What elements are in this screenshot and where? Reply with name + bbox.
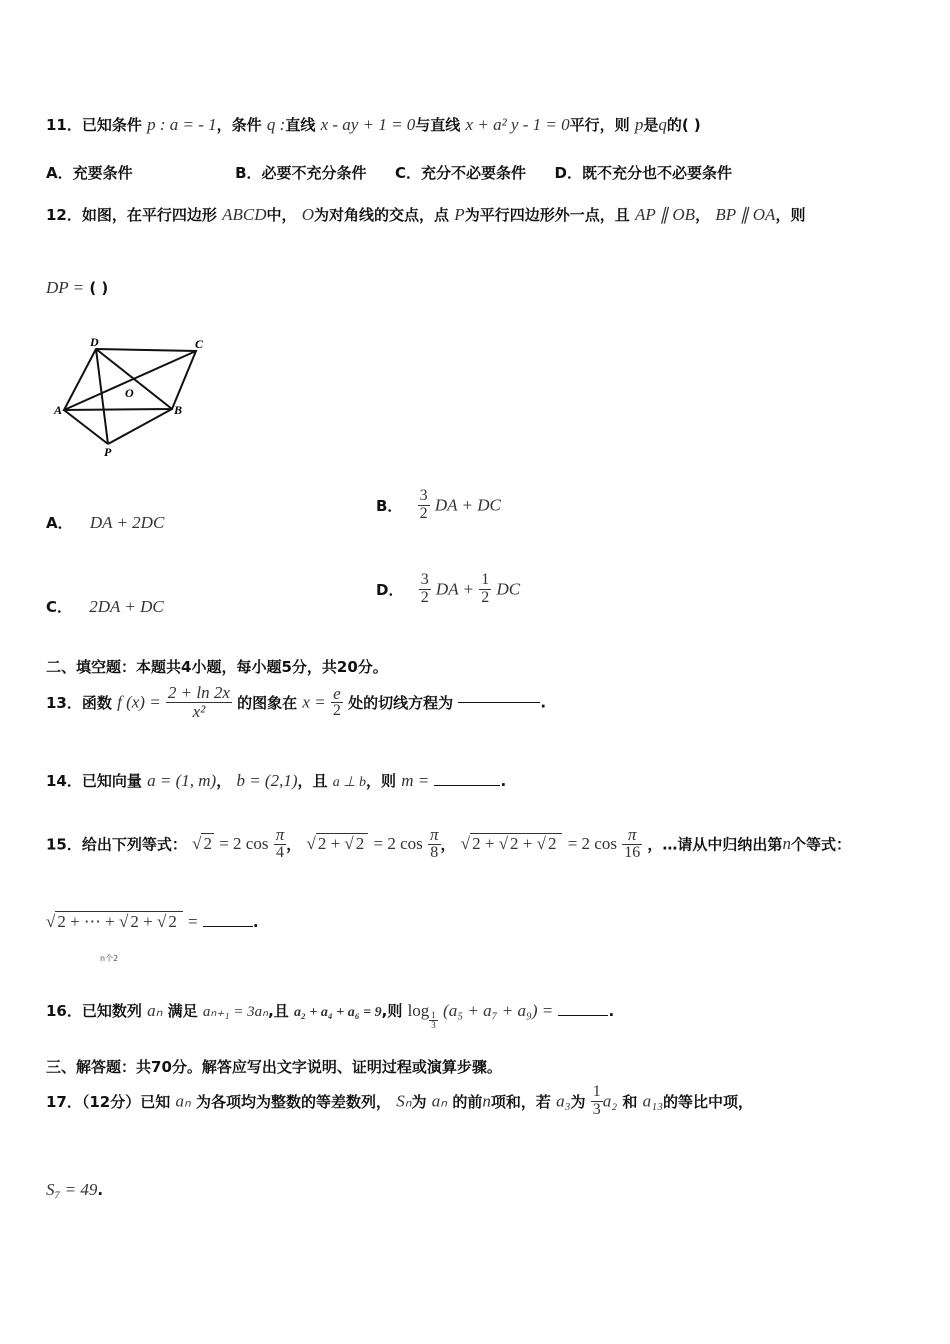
answer-blank[interactable] — [558, 1015, 608, 1016]
q12-option-c[interactable]: C． 2DA + DC — [46, 597, 164, 616]
q11-stem: 11．已知条件 p : a = - 1，条件 q :直线 x - ay + 1 = 0与直线 x + a² y - 1 = 0平行，则 p是q的( ) — [46, 115, 701, 134]
q12-option-d[interactable]: D． $\frac{3}{2}$ DA + $\frac{1}{2}$ DC — [376, 571, 521, 606]
q11-options — [46, 162, 732, 183]
q12-option-b[interactable]: B． $\frac{3}{2}$ DA + DC — [376, 487, 501, 522]
option-a[interactable]: A．充要条件 — [46, 164, 133, 182]
q15-stem: 15．给出下列等式： √ 2 = 2 cos $\frac{\pi}{4}$ ， √ 2 + √ 2 = 2 cos $\frac{\pi}{8}$ ， √ 2 + √ 2 + √ 2 = 2 cos $\frac{\pi}{16}$ ，…请从中归纳出第n个等式： — [46, 825, 851, 861]
option-c[interactable]: C．充分不必要条件 — [395, 164, 527, 182]
label-a: A — [54, 403, 63, 417]
answer-blank[interactable] — [458, 702, 540, 703]
q14-stem: 14．已知向量 a = (1, m)， b = (2,1)，且 a ⊥ b，则 m = . — [46, 771, 507, 790]
answer-blank[interactable] — [434, 785, 500, 786]
line-1: x - ay + 1 = 0 — [320, 115, 416, 134]
q16-stem: 16．已知数列 aₙ 满足 aₙ₊₁ = 3aₙ,且 a₂ + a₄ + a₆ = 9,则 log $\frac{1}{3}$ (a₅ + a₇ + a₉) = . — [46, 1001, 615, 1030]
brace-note: n个2 — [100, 954, 119, 963]
label-o: O — [125, 386, 134, 400]
q15-general: √ 2 + ⋯ + √ 2 + √ 2 = . — [46, 912, 259, 931]
label-c: C — [195, 337, 204, 351]
label-p: P — [104, 445, 112, 459]
section-3-heading: 三、解答题：共70分。解答应写出文字说明、证明过程或演算步骤。 — [46, 1058, 502, 1076]
q12-stem: 12．如图，在平行四边形 ABCD中， O为对角线的交点，点 P为平行四边形外一点，且 AP ∥ OB， BP ∥ OA，则 — [46, 205, 806, 224]
q17-s7: S₇ = 49. — [46, 1180, 104, 1199]
label-d: D — [90, 335, 99, 349]
option-d[interactable]: D．既不充分也不必要条件 — [554, 164, 732, 182]
section-2-heading: 二、填空题：本题共4小题，每小题5分，共20分。 — [46, 658, 388, 676]
option-b[interactable]: B．必要不充分条件 — [235, 164, 367, 182]
q12-dp: DP = ( ) — [46, 278, 109, 297]
q13-stem: 13．函数 f (x) = $\frac{2 + \ln 2x}{\text{x²}}$ 的图象在 x = $\frac{e}{2}$ 处的切线方程为 . — [46, 683, 547, 721]
q17-stem: 17．（12分）已知 aₙ 为各项均为整数的等差数列， Sₙ为 aₙ 的前n项和，若 a₃为 $\frac{1}{3}$ a₂ 和 a₁₃的等比中项， — [46, 1083, 753, 1118]
parallelogram-figure — [50, 334, 220, 460]
line-2: x + a² y - 1 = 0 — [465, 115, 570, 134]
q12-option-a[interactable]: A． DA + 2DC — [46, 513, 165, 532]
label-b: B — [174, 403, 183, 417]
answer-blank[interactable] — [203, 926, 253, 927]
condition-p: p : a = - 1 — [147, 115, 217, 134]
